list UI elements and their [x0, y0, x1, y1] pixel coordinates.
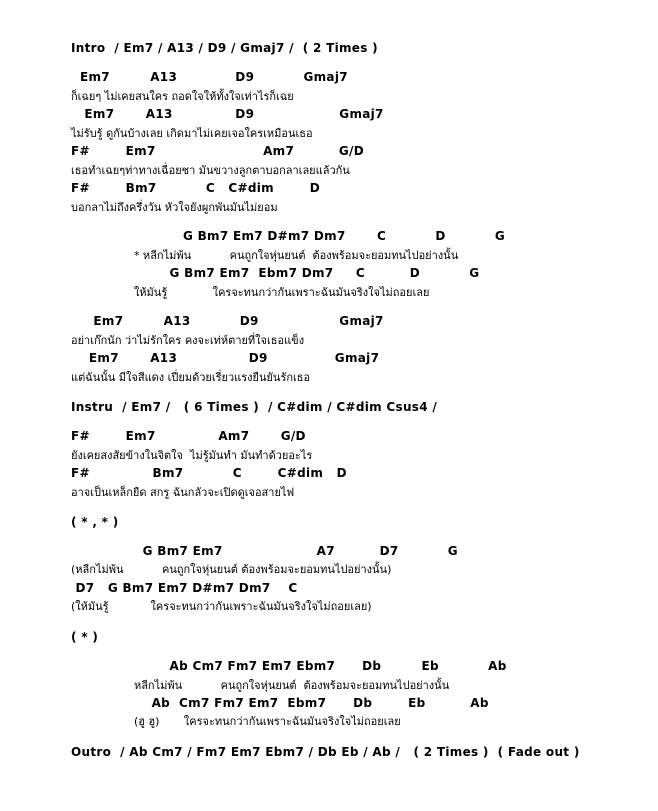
lyric-line: (ฮู ฮู) ใครจะทนกว่ากันเพราะฉันมันจริงใจไม่ถอยเลย	[71, 715, 401, 728]
lyric-line: ยังเคยสงสัยข้างในจิตใจ ไม่รู้มันทำ มันทำด้วยอะไร	[71, 449, 313, 462]
lyric-line: อาจเป็นเหล็กยืด สกรู ฉันกลัวจะเปิดดูเจอสายไฟ	[71, 486, 295, 499]
chord-line: Em7 A13 D9 Gmaj7	[71, 314, 384, 328]
lyric-line: แต่ฉันนั้น มีใจสีแดง เปี่ยมด้วยเรี่ยวแรงยืนยันรักเธอ	[71, 371, 311, 384]
chord-line: G Bm7 Em7 A7 D7 G	[71, 544, 458, 558]
lyric-line: ให้มันรู้ ใครจะทนกว่ากันเพราะฉันมันจริงใจไม่ถอยเลย	[71, 286, 430, 299]
lyric-line: ก็เฉยๆ ไม่เคยสนใคร ถอดใจให้ทั้งใจเท่าไรก็เฉย	[71, 90, 294, 103]
chord-line: F# Bm7 C C#dim D	[71, 181, 321, 195]
lyric-line: หลีกไม่พ้น คนถูกใจหุ่นยนต์ ต้องพร้อมจะยอมทนไปอย่างนั้น	[71, 679, 450, 692]
instru-line: Instru / Em7 / ( 6 Times ) / C#dim / C#dim Csus4 /	[71, 400, 438, 414]
lyric-line: (หลีกไม่พ้น คนถูกใจหุ่นยนต์ ต้องพร้อมจะยอมทนไปอย่างนั้น)	[71, 563, 392, 576]
chord-line: F# Em7 Am7 G/D	[71, 144, 365, 158]
outro-line: Outro / Ab Cm7 / Fm7 Em7 Ebm7 / Db Eb / Ab / ( 2 Times ) ( Fade out )	[71, 745, 580, 759]
chord-line: Ab Cm7 Fm7 Em7 Ebm7 Db Eb Ab	[71, 659, 507, 673]
chord-line: D7 G Bm7 Em7 D#m7 Dm7 C	[71, 581, 298, 595]
repeat-marker: ( * )	[71, 630, 99, 644]
chord-line: Em7 A13 D9 Gmaj7	[71, 107, 384, 121]
chord-line: Ab Cm7 Fm7 Em7 Ebm7 Db Eb Ab	[71, 696, 489, 710]
repeat-marker: ( * , * )	[71, 515, 119, 529]
lyric-line: อย่าเก๊กนัก ว่าไม่รักใคร คงจะเท่ห์ตายที่ใจเธอแข็ง	[71, 334, 305, 347]
chord-line: G Bm7 Em7 D#m7 Dm7 C D G	[71, 229, 506, 243]
chord-line: F# Bm7 C C#dim D	[71, 466, 347, 480]
lyric-line: ไม่รับรู้ ดูกันบ้างเลย เกิดมาไม่เคยเจอใครเหมือนเธอ	[71, 127, 313, 140]
lyric-line: * หลีกไม่พ้น คนถูกใจหุ่นยนต์ ต้องพร้อมจะยอมทนไปอย่างนั้น	[71, 249, 459, 262]
chord-line: F# Em7 Am7 G/D	[71, 429, 306, 443]
chord-line: G Bm7 Em7 Ebm7 Dm7 C D G	[71, 266, 480, 280]
lyric-line: เธอทำเฉยๆท่าทางเฉื่อยชา มันขวางลูกตาบอกลาเลยแล้วกัน	[71, 164, 350, 177]
chord-line: Em7 A13 D9 Gmaj7	[71, 70, 348, 84]
chord-line: Em7 A13 D9 Gmaj7	[71, 351, 380, 365]
lyric-line: (ให้มันรู้ ใครจะทนกว่ากันเพราะฉันมันจริงใจไม่ถอยเลย)	[71, 600, 372, 613]
intro-line: Intro / Em7 / A13 / D9 / Gmaj7 / ( 2 Times )	[71, 41, 378, 55]
lyric-line: บอกลาไม่ถึงครึ่งวัน หัวใจยังผูกพันมันไม่ยอม	[71, 201, 278, 214]
